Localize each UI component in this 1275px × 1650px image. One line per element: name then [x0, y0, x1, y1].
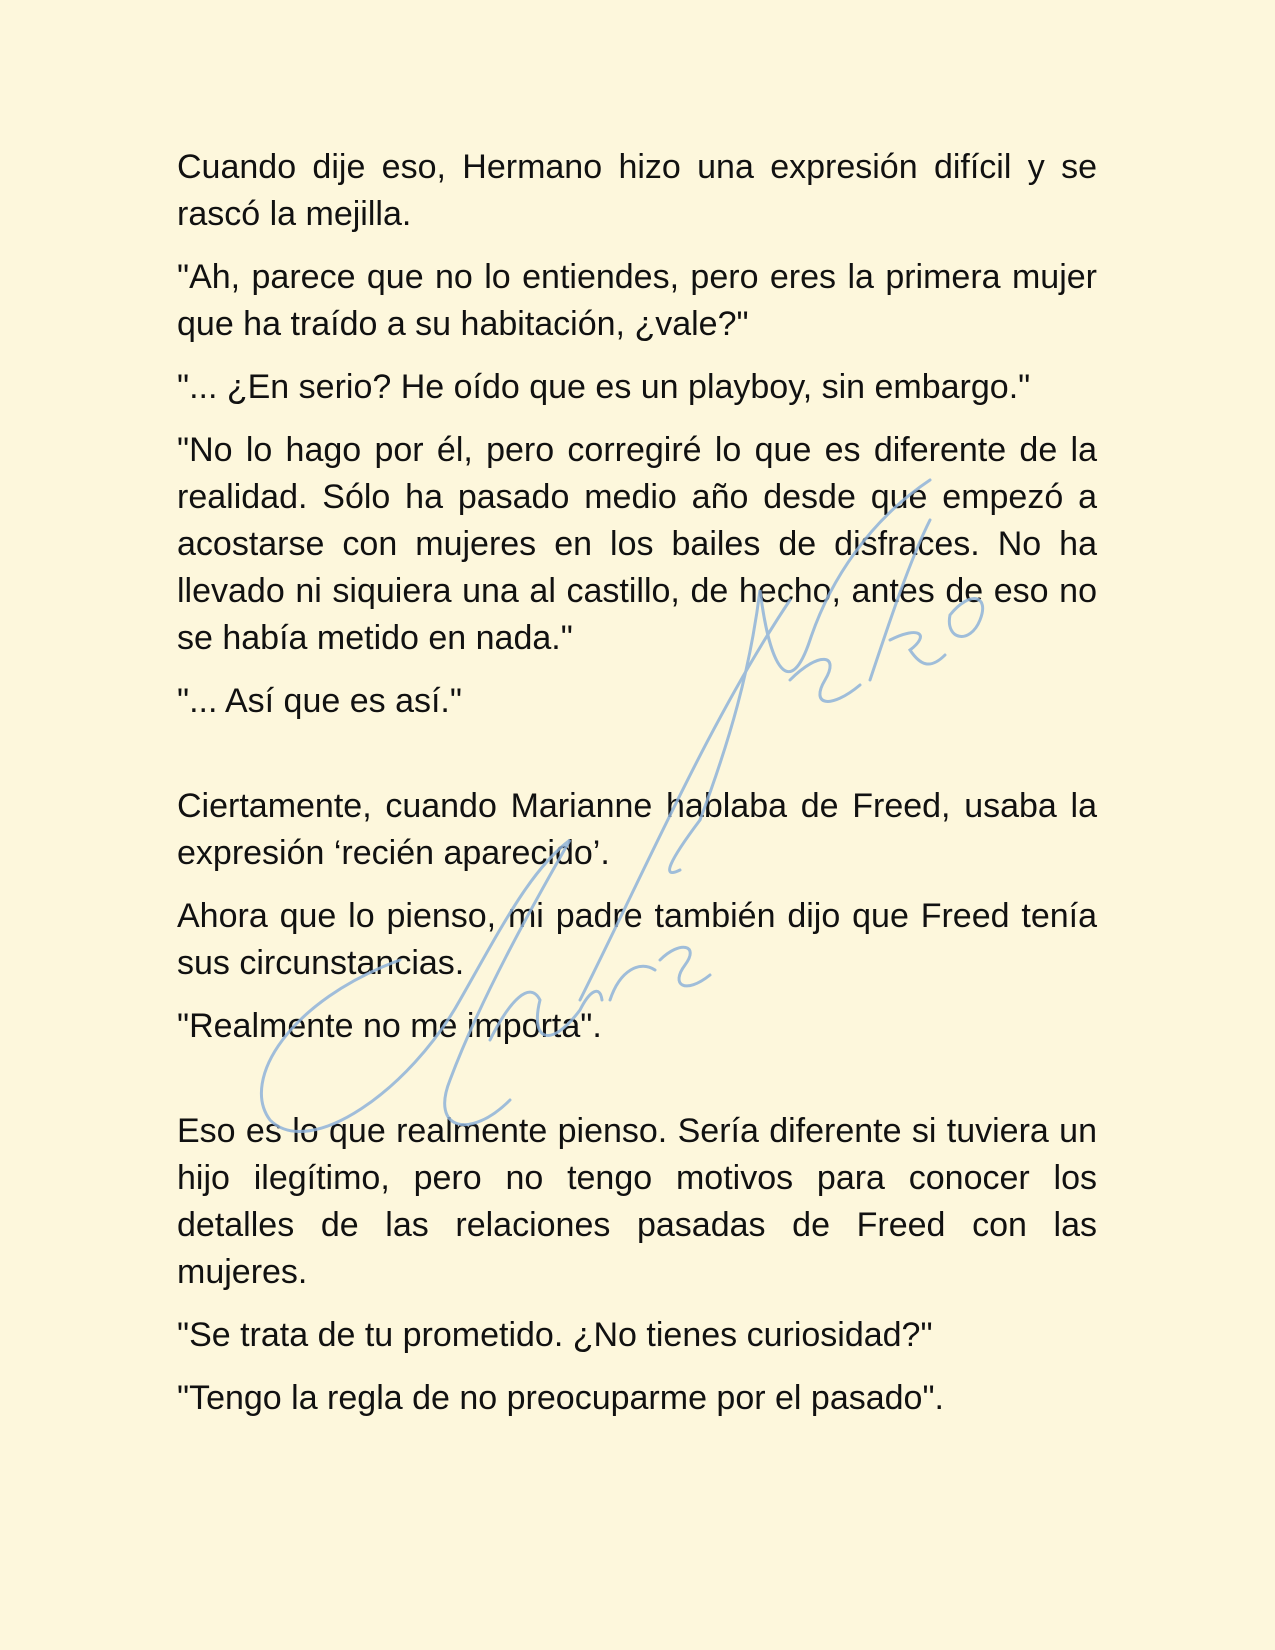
paragraph-8: "Realmente no me importa".: [177, 1007, 602, 1045]
paragraph-1: Cuando dije eso, Hermano hizo una expresión difícil y se rascó la mejilla.: [177, 148, 1097, 233]
paragraph-9: Eso es lo que realmente pienso. Sería diferente si tuviera un hijo ilegítimo, pero no tengo motivos para conocer los detalles de las relaciones pasadas de Freed con las mujeres.: [177, 1112, 1097, 1291]
paragraph-6: Ciertamente, cuando Marianne hablaba de Freed, usaba la expresión ‘recién aparecido’.: [177, 787, 1097, 872]
document-body: [177, 144, 1097, 1438]
paragraph-10: "Se trata de tu prometido. ¿No tienes curiosidad?": [177, 1316, 933, 1354]
paragraph-2: "Ah, parece que no lo entiendes, pero eres la primera mujer que ha traído a su habitación, ¿vale?": [177, 258, 1097, 343]
paragraph-3: "... ¿En serio? He oído que es un playboy, sin embargo.": [177, 368, 1031, 406]
paragraph-7: Ahora que lo pienso, mi padre también dijo que Freed tenía sus circunstancias.: [177, 897, 1097, 982]
paragraph-5: "... Así que es así.": [177, 682, 462, 720]
paragraph-4: "No lo hago por él, pero corregiré lo que es diferente de la realidad. Sólo ha pasado medio año desde que empezó a acostarse con mujeres en los bailes de disfraces. No ha llevado ni siquiera una al castillo, de hecho, antes de eso no se había metido en nada.": [177, 431, 1097, 657]
paragraph-11: "Tengo la regla de no preocuparme por el pasado".: [177, 1379, 944, 1417]
